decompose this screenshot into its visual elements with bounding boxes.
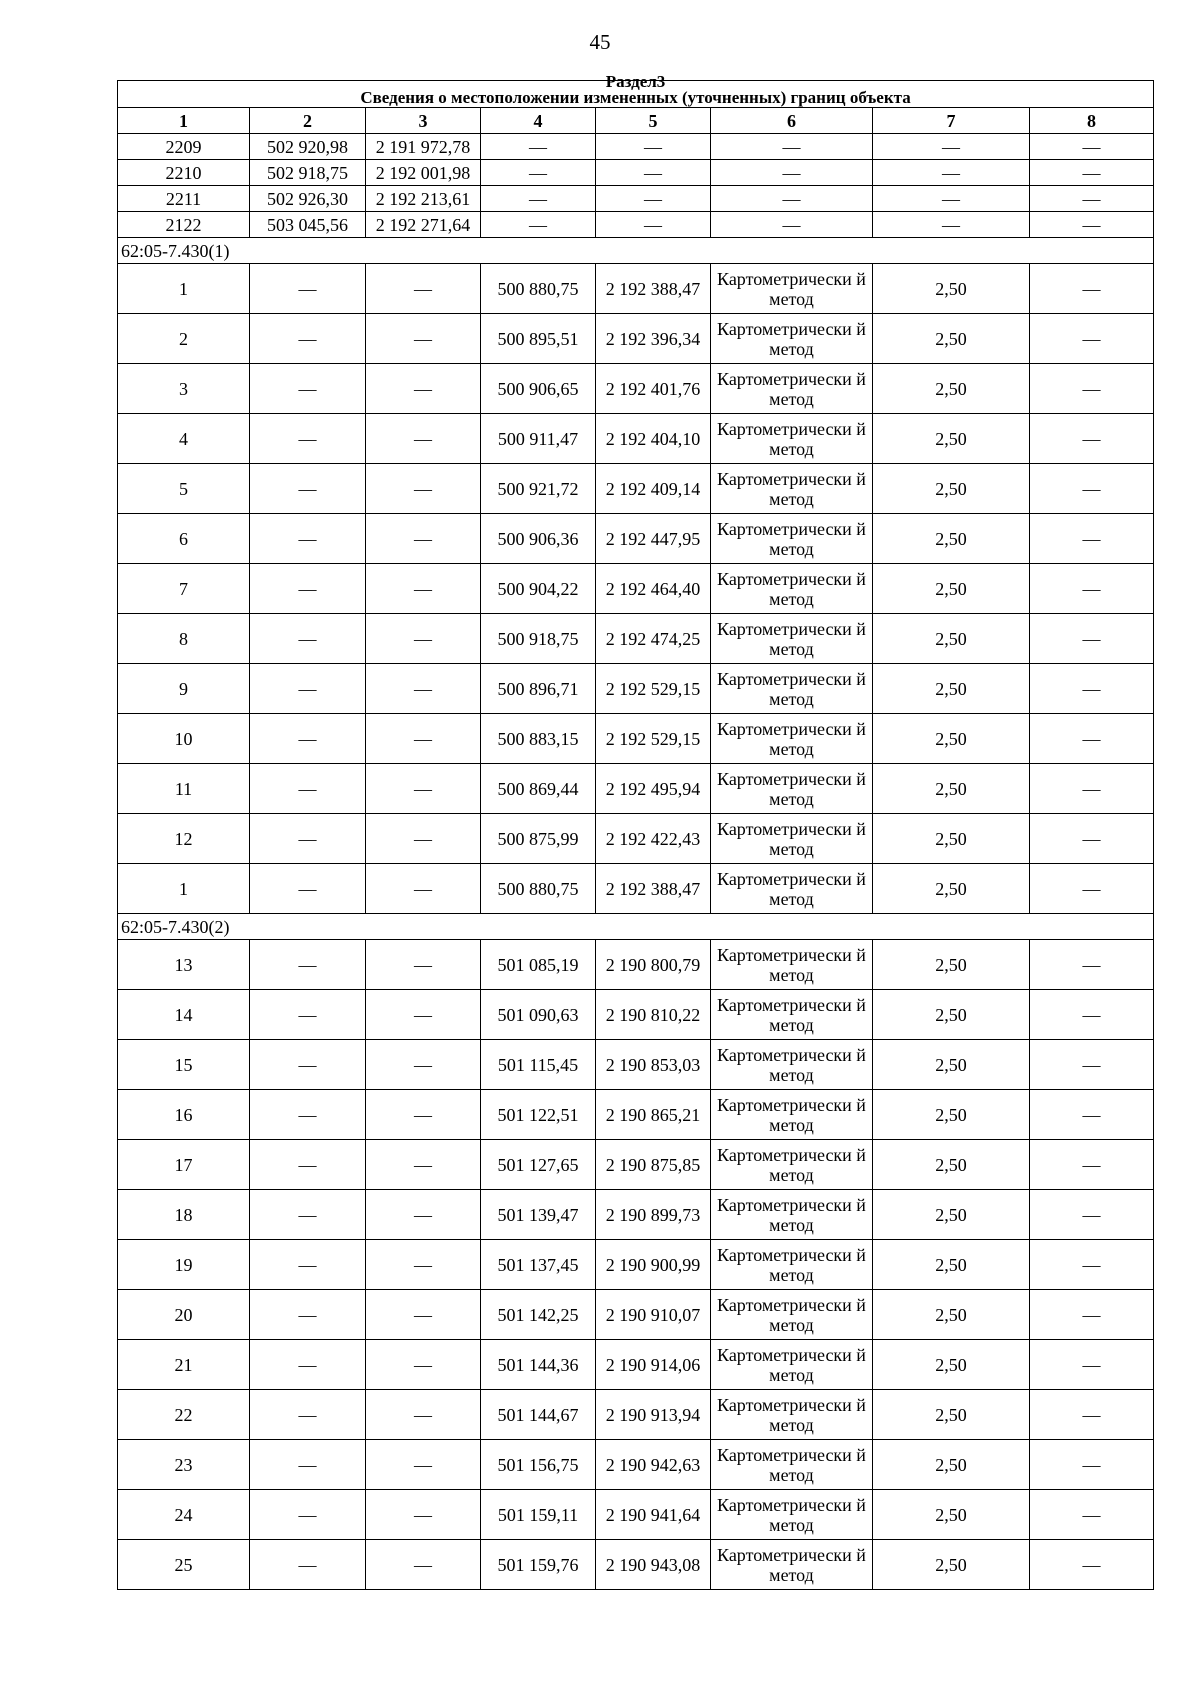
table-row <box>118 1190 1154 1240</box>
table-cell: — <box>250 1240 366 1290</box>
table-cell: 2 190 910,07 <box>596 1290 711 1340</box>
table-cell: 2,50 <box>873 1390 1030 1440</box>
table-cell: 2,50 <box>873 1540 1030 1590</box>
table-cell: — <box>596 134 711 160</box>
column-number: 5 <box>596 108 711 134</box>
table-cell: 500 875,99 <box>481 814 596 864</box>
group-label: 62:05-7.430(2) <box>118 914 1154 940</box>
method-cell: Картометрически й метод <box>711 614 873 664</box>
table-cell: 2 191 972,78 <box>366 134 481 160</box>
point-number-cell: 5 <box>118 464 250 514</box>
table-cell: — <box>250 1290 366 1340</box>
table-cell: — <box>250 564 366 614</box>
table-cell: — <box>1030 864 1154 914</box>
table-cell: 2 190 900,99 <box>596 1240 711 1290</box>
point-number-cell: 19 <box>118 1240 250 1290</box>
table-cell: — <box>481 134 596 160</box>
table-cell: 2 190 899,73 <box>596 1190 711 1240</box>
table-cell: — <box>366 814 481 864</box>
table-cell: — <box>366 990 481 1040</box>
point-number-cell: 1 <box>118 864 250 914</box>
point-number-cell: 2 <box>118 314 250 364</box>
table-cell: 2,50 <box>873 364 1030 414</box>
table-cell: — <box>366 364 481 414</box>
table-cell: — <box>250 990 366 1040</box>
table-cell: — <box>1030 1390 1154 1440</box>
table-cell: 2,50 <box>873 814 1030 864</box>
table-cell: 2 190 810,22 <box>596 990 711 1040</box>
table-cell: 501 156,75 <box>481 1440 596 1490</box>
table-cell: — <box>481 160 596 186</box>
table-row <box>118 314 1154 364</box>
point-number-cell: 3 <box>118 364 250 414</box>
method-cell: Картометрически й метод <box>711 1340 873 1390</box>
table-cell: 2 190 853,03 <box>596 1040 711 1090</box>
table-cell: — <box>250 940 366 990</box>
table-cell: — <box>711 160 873 186</box>
point-number-cell: 15 <box>118 1040 250 1090</box>
table-cell: 503 045,56 <box>250 212 366 238</box>
table-row <box>118 160 1154 186</box>
table-row <box>118 940 1154 990</box>
table-row <box>118 1540 1154 1590</box>
column-number: 2 <box>250 108 366 134</box>
table-cell: — <box>1030 1090 1154 1140</box>
group-row <box>118 238 1154 264</box>
point-number-cell: 14 <box>118 990 250 1040</box>
table-row <box>118 1490 1154 1540</box>
table-cell: 2,50 <box>873 1040 1030 1090</box>
table-cell: 2,50 <box>873 940 1030 990</box>
table-cell: 2 192 396,34 <box>596 314 711 364</box>
method-cell: Картометрически й метод <box>711 364 873 414</box>
table-cell: 2,50 <box>873 1440 1030 1490</box>
table-cell: 500 895,51 <box>481 314 596 364</box>
table-row <box>118 134 1154 160</box>
table-cell: 501 159,76 <box>481 1540 596 1590</box>
point-number-cell: 9 <box>118 664 250 714</box>
column-number: 4 <box>481 108 596 134</box>
point-number-cell: 24 <box>118 1490 250 1540</box>
table-row <box>118 814 1154 864</box>
table-cell: — <box>481 212 596 238</box>
table-cell: — <box>1030 314 1154 364</box>
table-cell: — <box>250 1040 366 1090</box>
table-cell: 501 085,19 <box>481 940 596 990</box>
table-cell: — <box>1030 134 1154 160</box>
method-cell: Картометрически й метод <box>711 514 873 564</box>
method-cell: Картометрически й метод <box>711 464 873 514</box>
table-row <box>118 1040 1154 1090</box>
table-cell: — <box>250 1490 366 1540</box>
table-cell: — <box>250 264 366 314</box>
table-cell: 2 192 388,47 <box>596 864 711 914</box>
table-cell: — <box>366 314 481 364</box>
table-cell: 2 192 529,15 <box>596 714 711 764</box>
section-cell <box>118 72 1154 108</box>
table-cell: — <box>1030 1440 1154 1490</box>
table-cell: — <box>250 1340 366 1390</box>
point-number-cell: 23 <box>118 1440 250 1490</box>
table-cell: 2 192 474,25 <box>596 614 711 664</box>
table-cell: — <box>1030 614 1154 664</box>
point-number-cell: 1 <box>118 264 250 314</box>
table-row <box>118 1390 1154 1440</box>
table-cell: 2,50 <box>873 714 1030 764</box>
table-cell: 501 127,65 <box>481 1140 596 1190</box>
table-cell: — <box>250 1090 366 1140</box>
table-cell: — <box>1030 1540 1154 1590</box>
group-label: 62:05-7.430(1) <box>118 238 1154 264</box>
table-cell: 500 883,15 <box>481 714 596 764</box>
table-cell: 2 192 213,61 <box>366 186 481 212</box>
table-cell: 500 921,72 <box>481 464 596 514</box>
point-number-cell: 20 <box>118 1290 250 1340</box>
method-cell: Картометрически й метод <box>711 264 873 314</box>
table-cell: — <box>1030 764 1154 814</box>
table-cell: — <box>596 160 711 186</box>
table-row <box>118 414 1154 464</box>
table-cell: — <box>1030 714 1154 764</box>
table-cell: — <box>250 1390 366 1440</box>
table-cell: — <box>366 414 481 464</box>
table-cell: — <box>250 1140 366 1190</box>
method-cell: Картометрически й метод <box>711 1240 873 1290</box>
table-cell: — <box>711 134 873 160</box>
table-cell: — <box>1030 1140 1154 1190</box>
table-cell: — <box>250 814 366 864</box>
page-number: 45 <box>589 30 611 54</box>
table-cell: 2,50 <box>873 1240 1030 1290</box>
column-number: 6 <box>711 108 873 134</box>
table-cell: — <box>1030 1490 1154 1540</box>
table-cell: 2 192 464,40 <box>596 564 711 614</box>
table-row <box>118 990 1154 1040</box>
table-cell: 500 918,75 <box>481 614 596 664</box>
method-cell: Картометрически й метод <box>711 1390 873 1440</box>
section-header-row <box>118 81 1154 108</box>
table-cell: — <box>366 614 481 664</box>
table-cell: — <box>1030 186 1154 212</box>
table-cell: 2 192 271,64 <box>366 212 481 238</box>
point-number-cell: 2210 <box>118 160 250 186</box>
column-number: 8 <box>1030 108 1154 134</box>
table-row <box>118 1090 1154 1140</box>
table-cell: 2 190 800,79 <box>596 940 711 990</box>
table-cell: — <box>366 1340 481 1390</box>
method-cell: Картометрически й метод <box>711 1490 873 1540</box>
table-cell: 2,50 <box>873 564 1030 614</box>
table-cell: 500 911,47 <box>481 414 596 464</box>
column-number: 7 <box>873 108 1030 134</box>
table-cell: — <box>250 664 366 714</box>
table-cell: — <box>366 1440 481 1490</box>
point-number-cell: 17 <box>118 1140 250 1190</box>
table-cell: — <box>366 764 481 814</box>
table-cell: — <box>873 134 1030 160</box>
table-cell: — <box>1030 564 1154 614</box>
method-cell: Картометрически й метод <box>711 314 873 364</box>
table-cell: 501 090,63 <box>481 990 596 1040</box>
table-cell: 2 192 529,15 <box>596 664 711 714</box>
table-cell: 2 192 401,76 <box>596 364 711 414</box>
table-cell: — <box>250 714 366 764</box>
table-cell: 2 190 941,64 <box>596 1490 711 1540</box>
table-cell: — <box>366 1240 481 1290</box>
table-cell: — <box>250 1440 366 1490</box>
table-cell: 2 190 914,06 <box>596 1340 711 1390</box>
table-row <box>118 1340 1154 1390</box>
method-cell: Картометрически й метод <box>711 564 873 614</box>
table-cell: 2 192 422,43 <box>596 814 711 864</box>
group-row <box>118 914 1154 940</box>
table-row <box>118 464 1154 514</box>
table-row <box>118 186 1154 212</box>
table-cell: — <box>1030 814 1154 864</box>
table-cell: 2 192 495,94 <box>596 764 711 814</box>
table-row <box>118 714 1154 764</box>
table-cell: 501 142,25 <box>481 1290 596 1340</box>
table-cell: — <box>250 764 366 814</box>
point-number-cell: 12 <box>118 814 250 864</box>
table-cell: 2,50 <box>873 1340 1030 1390</box>
method-cell: Картометрически й метод <box>711 1540 873 1590</box>
method-cell: Картометрически й метод <box>711 864 873 914</box>
table-cell: — <box>366 864 481 914</box>
point-number-cell: 2209 <box>118 134 250 160</box>
point-number-cell: 18 <box>118 1190 250 1240</box>
table-cell: — <box>366 1540 481 1590</box>
table-row <box>118 614 1154 664</box>
column-number-row <box>118 108 1154 134</box>
method-cell: Картометрически й метод <box>711 664 873 714</box>
point-number-cell: 7 <box>118 564 250 614</box>
table-cell: — <box>596 186 711 212</box>
table-cell: — <box>250 1540 366 1590</box>
table-cell: 2,50 <box>873 864 1030 914</box>
method-cell: Картометрически й метод <box>711 714 873 764</box>
method-cell: Картометрически й метод <box>711 1040 873 1090</box>
table-cell: — <box>366 1290 481 1340</box>
table-cell: 2,50 <box>873 1290 1030 1340</box>
table-cell: — <box>250 864 366 914</box>
table-cell: — <box>250 614 366 664</box>
table-cell: 501 115,45 <box>481 1040 596 1090</box>
table-cell: 2 190 913,94 <box>596 1390 711 1440</box>
table-cell: 2,50 <box>873 514 1030 564</box>
point-number-cell: 22 <box>118 1390 250 1440</box>
table-cell: — <box>1030 664 1154 714</box>
table-cell: — <box>250 464 366 514</box>
table-row <box>118 1290 1154 1340</box>
table-row <box>118 664 1154 714</box>
table-cell: 500 906,36 <box>481 514 596 564</box>
point-number-cell: 2211 <box>118 186 250 212</box>
method-cell: Картометрически й метод <box>711 764 873 814</box>
table-cell: — <box>711 186 873 212</box>
table-cell: 2 192 409,14 <box>596 464 711 514</box>
table-cell: — <box>250 364 366 414</box>
table-cell: — <box>1030 414 1154 464</box>
point-number-cell: 8 <box>118 614 250 664</box>
table-cell: 2,50 <box>873 664 1030 714</box>
table-cell: 2,50 <box>873 464 1030 514</box>
table-cell: — <box>1030 264 1154 314</box>
table-cell: — <box>366 1490 481 1540</box>
table-cell: 501 139,47 <box>481 1190 596 1240</box>
table-cell: — <box>1030 364 1154 414</box>
table-cell: 501 137,45 <box>481 1240 596 1290</box>
table-cell: 2 190 865,21 <box>596 1090 711 1140</box>
table-cell: — <box>596 212 711 238</box>
point-number-cell: 13 <box>118 940 250 990</box>
point-number-cell: 6 <box>118 514 250 564</box>
table-cell: — <box>873 186 1030 212</box>
table-cell: — <box>366 1390 481 1440</box>
table-cell: — <box>1030 1190 1154 1240</box>
table-cell: — <box>1030 212 1154 238</box>
column-number: 1 <box>118 108 250 134</box>
table-cell: — <box>1030 160 1154 186</box>
table-cell: 501 159,11 <box>481 1490 596 1540</box>
table-cell: — <box>1030 1340 1154 1390</box>
table-row <box>118 764 1154 814</box>
table-cell: 2,50 <box>873 264 1030 314</box>
table-cell: — <box>1030 990 1154 1040</box>
point-number-cell: 16 <box>118 1090 250 1140</box>
table-row <box>118 364 1154 414</box>
table-cell: — <box>1030 940 1154 990</box>
table-cell: — <box>1030 1290 1154 1340</box>
table-cell: 501 144,36 <box>481 1340 596 1390</box>
table-cell: 500 904,22 <box>481 564 596 614</box>
table-cell: — <box>366 940 481 990</box>
column-number: 3 <box>366 108 481 134</box>
point-number-cell: 10 <box>118 714 250 764</box>
table-cell: — <box>366 1040 481 1090</box>
table-cell: — <box>873 160 1030 186</box>
point-number-cell: 25 <box>118 1540 250 1590</box>
table-cell: — <box>250 1190 366 1240</box>
table-cell: 500 896,71 <box>481 664 596 714</box>
table-cell: — <box>250 514 366 564</box>
table-cell: 2,50 <box>873 990 1030 1040</box>
table-cell: — <box>1030 1040 1154 1090</box>
table-cell: 501 122,51 <box>481 1090 596 1140</box>
table-cell: 2,50 <box>873 1190 1030 1240</box>
table-cell: — <box>366 514 481 564</box>
method-cell: Картометрически й метод <box>711 814 873 864</box>
point-number-cell: 11 <box>118 764 250 814</box>
table-cell: 500 869,44 <box>481 764 596 814</box>
table-row <box>118 514 1154 564</box>
table-cell: — <box>873 212 1030 238</box>
table-cell: — <box>1030 514 1154 564</box>
table-cell: 2,50 <box>873 414 1030 464</box>
table-cell: 2,50 <box>873 1140 1030 1190</box>
table-cell: 2,50 <box>873 1490 1030 1540</box>
point-number-cell: 21 <box>118 1340 250 1390</box>
table-cell: 502 918,75 <box>250 160 366 186</box>
table-cell: — <box>366 264 481 314</box>
table-row <box>118 564 1154 614</box>
method-cell: Картометрически й метод <box>711 1290 873 1340</box>
table-cell: 500 880,75 <box>481 264 596 314</box>
table-cell: 2,50 <box>873 1090 1030 1140</box>
table-cell: 2 190 943,08 <box>596 1540 711 1590</box>
table-body <box>118 72 1154 1590</box>
table-cell: — <box>711 212 873 238</box>
table-row <box>118 864 1154 914</box>
table-row <box>118 1440 1154 1490</box>
table-cell: — <box>366 1090 481 1140</box>
table-cell: 2 190 942,63 <box>596 1440 711 1490</box>
table-cell: — <box>481 186 596 212</box>
method-cell: Картометрически й метод <box>711 940 873 990</box>
table-cell: 502 920,98 <box>250 134 366 160</box>
table-cell: 2 192 404,10 <box>596 414 711 464</box>
table-cell: — <box>366 564 481 614</box>
table-cell: 2 192 388,47 <box>596 264 711 314</box>
table-cell: 500 906,65 <box>481 364 596 414</box>
table-cell: — <box>366 714 481 764</box>
table-cell: — <box>366 1190 481 1240</box>
table-cell: — <box>366 1140 481 1190</box>
table-title: Сведения о местоположении измененных (уточненных) границ объекта <box>360 88 911 107</box>
table-cell: 2,50 <box>873 764 1030 814</box>
point-number-cell: 2122 <box>118 212 250 238</box>
method-cell: Картометрически й метод <box>711 1140 873 1190</box>
table-row <box>118 1140 1154 1190</box>
method-cell: Картометрически й метод <box>711 990 873 1040</box>
table-cell: — <box>1030 464 1154 514</box>
table-cell: — <box>250 314 366 364</box>
table-cell: 2 192 001,98 <box>366 160 481 186</box>
table-cell: 2,50 <box>873 314 1030 364</box>
method-cell: Картометрически й метод <box>711 1440 873 1490</box>
boundary-table <box>117 72 1154 1590</box>
table-cell: 2,50 <box>873 614 1030 664</box>
table-cell: — <box>250 414 366 464</box>
table-cell: 502 926,30 <box>250 186 366 212</box>
table-cell: 2 192 447,95 <box>596 514 711 564</box>
table-row <box>118 1240 1154 1290</box>
table-cell: 500 880,75 <box>481 864 596 914</box>
table-row <box>118 264 1154 314</box>
method-cell: Картометрически й метод <box>711 414 873 464</box>
table-row <box>118 212 1154 238</box>
method-cell: Картометрически й метод <box>711 1090 873 1140</box>
point-number-cell: 4 <box>118 414 250 464</box>
method-cell: Картометрически й метод <box>711 1190 873 1240</box>
table-cell: 2 190 875,85 <box>596 1140 711 1190</box>
table-cell: 501 144,67 <box>481 1390 596 1440</box>
table-cell: — <box>366 464 481 514</box>
section-label: Раздел3 <box>605 72 666 91</box>
table-cell: — <box>1030 1240 1154 1290</box>
table-cell: — <box>366 664 481 714</box>
